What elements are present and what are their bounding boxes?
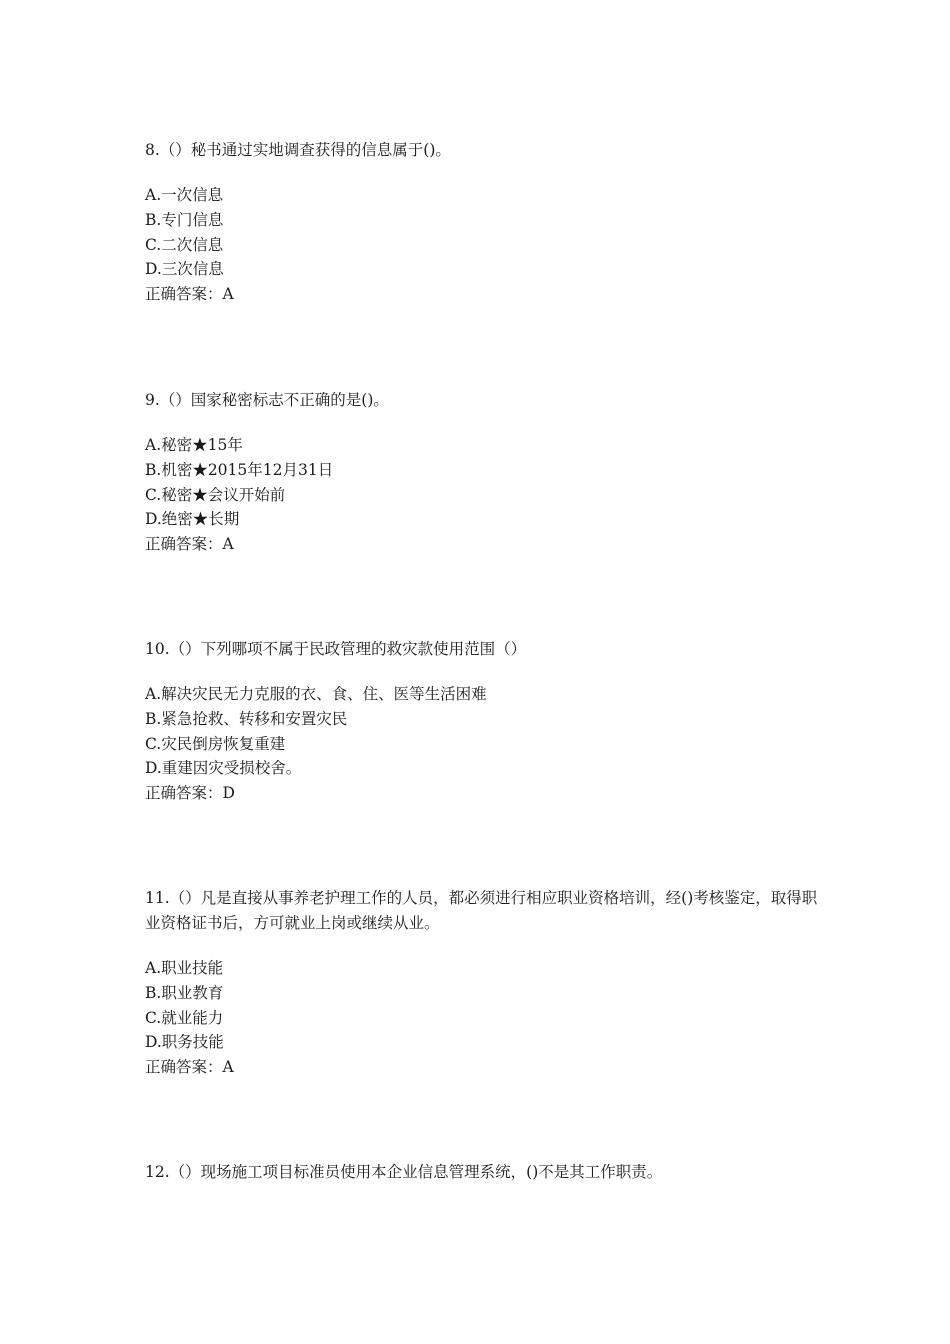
option-a: A.秘密★15年 bbox=[145, 436, 243, 454]
question-stem: 8.（）秘书通过实地调查获得的信息属于()。 bbox=[145, 141, 451, 159]
question-stem: 11.（）凡是直接从事养老护理工作的人员，都必须进行相应职业资格培训，经()考核鉴定，取得职业资格证书后，方可就业上岗或继续从业。 bbox=[145, 889, 818, 932]
option-d: D.重建因灾受损校舍。 bbox=[145, 759, 302, 778]
question-8 bbox=[145, 138, 825, 307]
question-stem: 12.（）现场施工项目标准员使用本企业信息管理系统，()不是其工作职责。 bbox=[145, 1163, 663, 1181]
option-c: C.二次信息 bbox=[145, 235, 224, 254]
question-stem: 10.（）下列哪项不属于民政管理的救灾款使用范围（） bbox=[145, 640, 527, 658]
option-a: A.职业技能 bbox=[145, 959, 224, 977]
correct-answer: 正确答案：A bbox=[145, 285, 234, 304]
question-11 bbox=[145, 886, 825, 1080]
option-a: A.解决灾民无力克服的衣、食、住、医等生活困难 bbox=[145, 685, 487, 703]
option-b: B.专门信息 bbox=[145, 210, 224, 229]
correct-answer: 正确答案：A bbox=[145, 535, 234, 554]
question-stem: 9.（）国家秘密标志不正确的是()。 bbox=[145, 391, 389, 409]
correct-answer: 正确答案：A bbox=[145, 1058, 234, 1077]
question-12 bbox=[145, 1160, 825, 1205]
question-10 bbox=[145, 637, 825, 806]
question-9 bbox=[145, 388, 825, 557]
option-a: A.一次信息 bbox=[145, 186, 224, 204]
option-d: D.三次信息 bbox=[145, 260, 224, 279]
option-b: B.职业教育 bbox=[145, 983, 224, 1002]
option-b: B.紧急抢救、转移和安置灾民 bbox=[145, 709, 348, 728]
option-b: B.机密★2015年12月31日 bbox=[145, 460, 334, 479]
correct-answer: 正确答案：D bbox=[145, 784, 235, 803]
option-d: D.绝密★长期 bbox=[145, 510, 240, 529]
option-d: D.职务技能 bbox=[145, 1033, 224, 1052]
option-c: C.就业能力 bbox=[145, 1008, 224, 1027]
option-c: C.灾民倒房恢复重建 bbox=[145, 734, 286, 753]
option-c: C.秘密★会议开始前 bbox=[145, 485, 286, 504]
